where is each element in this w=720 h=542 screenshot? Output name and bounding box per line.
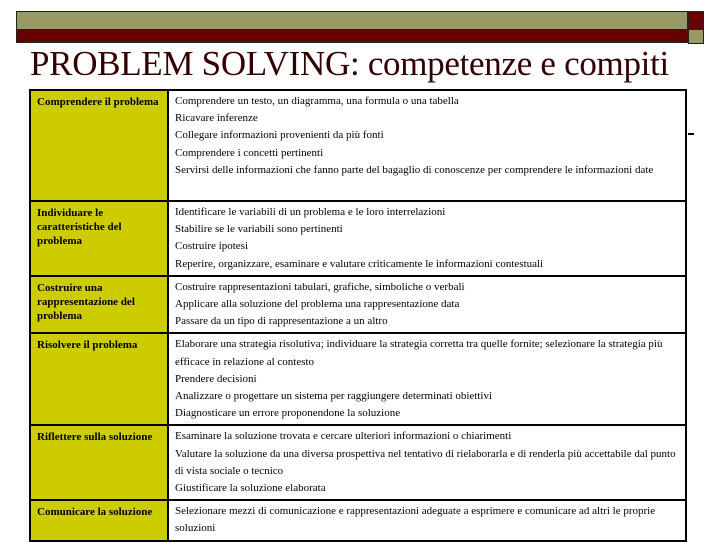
task-item: Valutare la soluzione da una diversa prospettiva nel tentativo di rielaborarla e di renderla più accettabile dal punto di vista sociale o tecnico: [175, 447, 676, 477]
task-item: Applicare alla soluzione del problema una rappresentazione data: [175, 298, 460, 311]
skill-cell: Comunicare la soluzione: [30, 500, 168, 540]
tasks-cell: [168, 333, 686, 425]
task-item: Ricavare inferenze: [175, 112, 258, 125]
table-row: [30, 276, 686, 334]
task-item: Diagnosticare un errore proponendone la soluzione: [175, 407, 401, 420]
header-bar-maroon: [16, 29, 688, 43]
task-item: Costruire rappresentazioni tabulari, grafiche, simboliche o verbali: [175, 280, 465, 293]
task-item: Passare da un tipo di rappresentazione a un altro: [175, 315, 388, 328]
skill-cell: Risolvere il problema: [30, 333, 168, 425]
task-item: Esaminare la soluzione trovata e cercare ulteriori informazioni o chiarimenti: [175, 430, 512, 443]
task-item: Analizzare o progettare un sistema per raggiungere determinati obiettivi: [175, 390, 493, 403]
tasks-cell: [168, 500, 686, 540]
tasks-cell: [168, 90, 686, 201]
task-item: Identificare le variabili di un problema e le loro interrelazioni: [175, 206, 446, 218]
corner-square-olive: [688, 29, 704, 44]
tasks-cell: [168, 425, 686, 500]
task-item: Stabilire se le variabili sono pertinenti: [175, 223, 343, 236]
task-item: Giustificare la soluzione elaborata: [175, 482, 326, 495]
header-bar-olive: [16, 11, 688, 29]
table-row: [30, 201, 686, 276]
table-row: [30, 425, 686, 500]
skill-cell: Individuare le caratteristiche del problema: [30, 201, 168, 276]
task-item: Comprendere un testo, un diagramma, una formula o una tabella: [175, 95, 459, 107]
task-item: Collegare informazioni provenienti da più fonti: [175, 129, 384, 142]
tasks-cell: [168, 201, 686, 276]
task-item: Servirsi delle informazioni che fanno parte del bagaglio di conoscenze per comprendere le informazioni date: [175, 163, 654, 176]
slide-title: PROBLEM SOLVING: competenze e compiti: [30, 44, 669, 83]
task-item: Prendere decisioni: [175, 372, 257, 385]
skill-cell: Riflettere sulla soluzione: [30, 425, 168, 500]
task-item: Comprendere i concetti pertinenti: [175, 146, 324, 159]
tasks-cell: [168, 276, 686, 334]
task-item: Reperire, organizzare, esaminare e valutare criticamente le informazioni contestuali: [175, 257, 544, 270]
task-item: Selezionare mezzi di comunicazione e rappresentazioni adeguate a esprimere e comunicare ad altri le proprie soluzioni: [175, 505, 656, 535]
competences-table: [29, 89, 687, 542]
task-item: Elaborare una strategia risolutiva; individuare la strategia corretta tra quelle fornite; selezionare la strategia più efficace in relazione al contesto: [175, 338, 663, 368]
task-item: Costruire ipotesi: [175, 240, 249, 253]
skill-cell: Costruire una rappresentazione del problema: [30, 276, 168, 334]
decorative-tick: [688, 133, 694, 135]
table-row: [30, 500, 686, 540]
corner-square-maroon: [688, 11, 704, 30]
table-row: [30, 333, 686, 425]
skill-cell: Comprendere il problema: [30, 90, 168, 201]
table-row: [30, 90, 686, 201]
